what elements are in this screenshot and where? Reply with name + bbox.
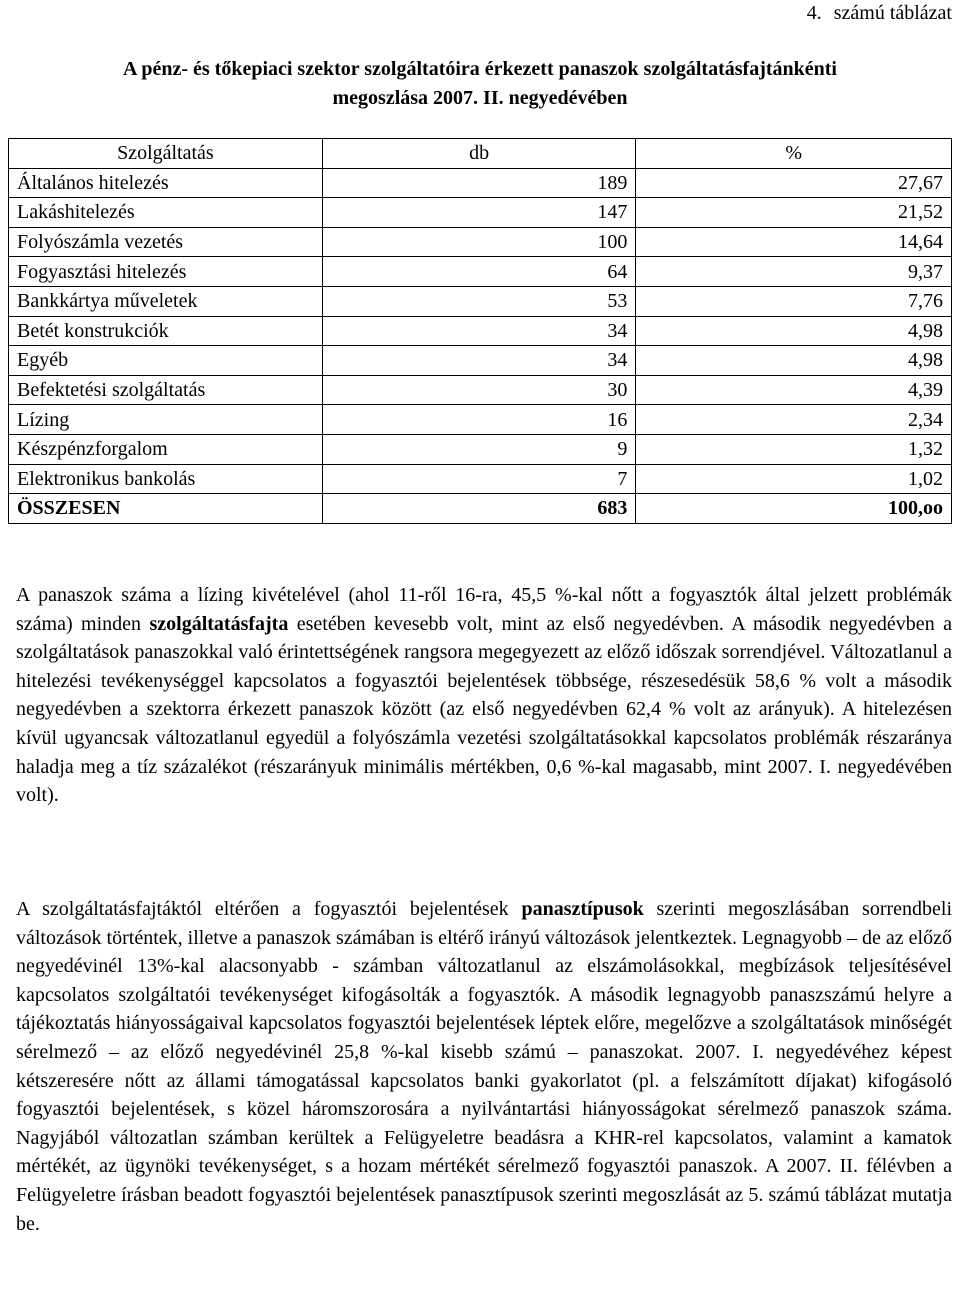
- count-cell: 53: [322, 286, 636, 316]
- table-row: [9, 257, 952, 287]
- table-row: [9, 405, 952, 435]
- count-cell: 9: [322, 434, 636, 464]
- paragraph-2-text-b: szerinti megoszlásában sorrendbeli változások történtek, illetve a panaszok számában is eltérő irányú változások jelentkeztek. Legnagyobb – de az előző negyedévinél 13%-kal alacsonyabb - számban változatlanul az elszámolásokkal, megbízások teljesítésével kapcsolatos szolgáltatói tevékenységet kifogásolták a fogyasztók. A második legnagyobb panaszszámú helyre a tájékoztatás hiányosságaival kapcsolatos fogyasztói bejelentések léptek előre, megelőzve a szolgáltatások minőségét sérelmező – az előző negyedévinél 25,8 %-kal kisebb számú – panaszokat. 2007. I. negyedévéhez képest kétszeresére nőtt az állami támogatással kapcsolatos banki gyakorlatot (pl. a felszámított díjakat) kifogásoló fogyasztói bejelentések, s közel háromszorosára a nyilvántartási hiányosságokat sérelmező panaszok száma. Nagyjából változatlan számban kerültek a Felügyeletre beadásra a KHR-rel kapcsolatos, valamint a kamatok mértékét, az ügynöki tevékenységet, s a hozam mértékét sérelmező fogyasztói panaszok. A 2007. II. félévben a Felügyeletre írásban beadott fogyasztói bejelentések panasztípusok szerinti megoszlását az 5. számú táblázat mutatja be.: [16, 898, 953, 1235]
- percent-cell: 4,98: [636, 316, 952, 346]
- service-cell: Elektronikus bankolás: [9, 464, 323, 494]
- table-row: [9, 227, 952, 257]
- table-row: [9, 346, 952, 376]
- paragraph-1-bold-term: szolgáltatásfajta: [149, 612, 289, 635]
- service-cell: Betét konstrukciók: [9, 316, 323, 346]
- total-label: ÖSSZESEN: [9, 494, 323, 524]
- count-cell: 34: [322, 346, 636, 376]
- count-cell: 64: [322, 257, 636, 287]
- table-row: [9, 168, 952, 198]
- total-count: 683: [322, 494, 636, 524]
- header-service: Szolgáltatás: [9, 139, 323, 169]
- service-cell: Egyéb: [9, 346, 323, 376]
- paragraph-2-bold-term: panasztípusok: [521, 898, 644, 920]
- table-number-text: számú táblázat: [833, 2, 952, 24]
- service-cell: Befektetési szolgáltatás: [9, 375, 323, 405]
- service-cell: Általános hitelezés: [9, 168, 323, 198]
- paragraph-complaint-types: [16, 895, 952, 1238]
- title-line-2: megoszlása 2007. II. negyedévében: [332, 87, 628, 109]
- percent-cell: 4,98: [636, 346, 952, 376]
- table-header-row: [9, 139, 952, 169]
- service-cell: Bankkártya műveletek: [9, 286, 323, 316]
- service-cell: Folyószámla vezetés: [9, 227, 323, 257]
- count-cell: 34: [322, 316, 636, 346]
- percent-cell: 9,37: [636, 257, 952, 287]
- count-cell: 7: [322, 464, 636, 494]
- paragraph-service-types: [16, 581, 952, 810]
- paragraph-1-text-a: A panaszok száma a lízing kivételével (ahol 11-ről 16-ra, 45,5 %-kal nőtt a fogyasztók által jelzett problémák száma) minden: [16, 584, 952, 635]
- table-row: [9, 464, 952, 494]
- table-number-label: [807, 2, 952, 24]
- service-cell: Lízing: [9, 405, 323, 435]
- percent-cell: 21,52: [636, 198, 952, 228]
- service-cell: Fogyasztási hitelezés: [9, 257, 323, 287]
- service-cell: Lakáshitelezés: [9, 198, 323, 228]
- count-cell: 189: [322, 168, 636, 198]
- title-line-1: A pénz- és tőkepiaci szektor szolgáltatóira érkezett panaszok szolgáltatásfajtánkénti: [123, 58, 837, 80]
- count-cell: 16: [322, 405, 636, 435]
- header-count: db: [322, 139, 636, 169]
- service-cell: Készpénzforgalom: [9, 434, 323, 464]
- percent-cell: 4,39: [636, 375, 952, 405]
- paragraph-1-text-b: esetében kevesebb volt, mint az első negyedévben. A második negyedévben a szolgáltatások panaszokkal való érintettségének rangsora megegyezett az előző időszak sorrendjével. Változatlanul a hitelezési tevékenységgel kapcsolatos a fogyasztói bejelentések többsége, részesedésük 58,6 % volt a második negyedévben a szektorra érkezett panaszok között (az első negyedévben 62,4 % volt az arányuk). A hitelezésen kívül ugyancsak változatlanul egyedül a folyószámla vezetési szolgáltatásokkal kapcsolatos problémák részaránya haladja meg a tíz százalékot (részarányuk minimális mértékben, 0,6 %-kal magasabb, mint 2007. I. negyedévében volt).: [16, 612, 952, 807]
- percent-cell: 27,67: [636, 168, 952, 198]
- percent-cell: 14,64: [636, 227, 952, 257]
- table-row: [9, 286, 952, 316]
- table-row: [9, 198, 952, 228]
- table-number: 4.: [806, 2, 822, 24]
- percent-cell: 7,76: [636, 286, 952, 316]
- percent-cell: 1,32: [636, 434, 952, 464]
- table-row: [9, 434, 952, 464]
- percent-cell: 2,34: [636, 405, 952, 435]
- table-row: [9, 316, 952, 346]
- table-total-row: [9, 494, 952, 524]
- count-cell: 30: [322, 375, 636, 405]
- percent-cell: 1,02: [636, 464, 952, 494]
- table-row: [9, 375, 952, 405]
- header-percent: %: [636, 139, 952, 169]
- total-percent: 100,oo: [636, 494, 952, 524]
- complaints-table: [8, 138, 952, 524]
- document-title: [10, 55, 950, 113]
- count-cell: 147: [322, 198, 636, 228]
- paragraph-2-text-a: A szolgáltatásfajtáktól eltérően a fogyasztói bejelentések: [16, 898, 522, 920]
- count-cell: 100: [322, 227, 636, 257]
